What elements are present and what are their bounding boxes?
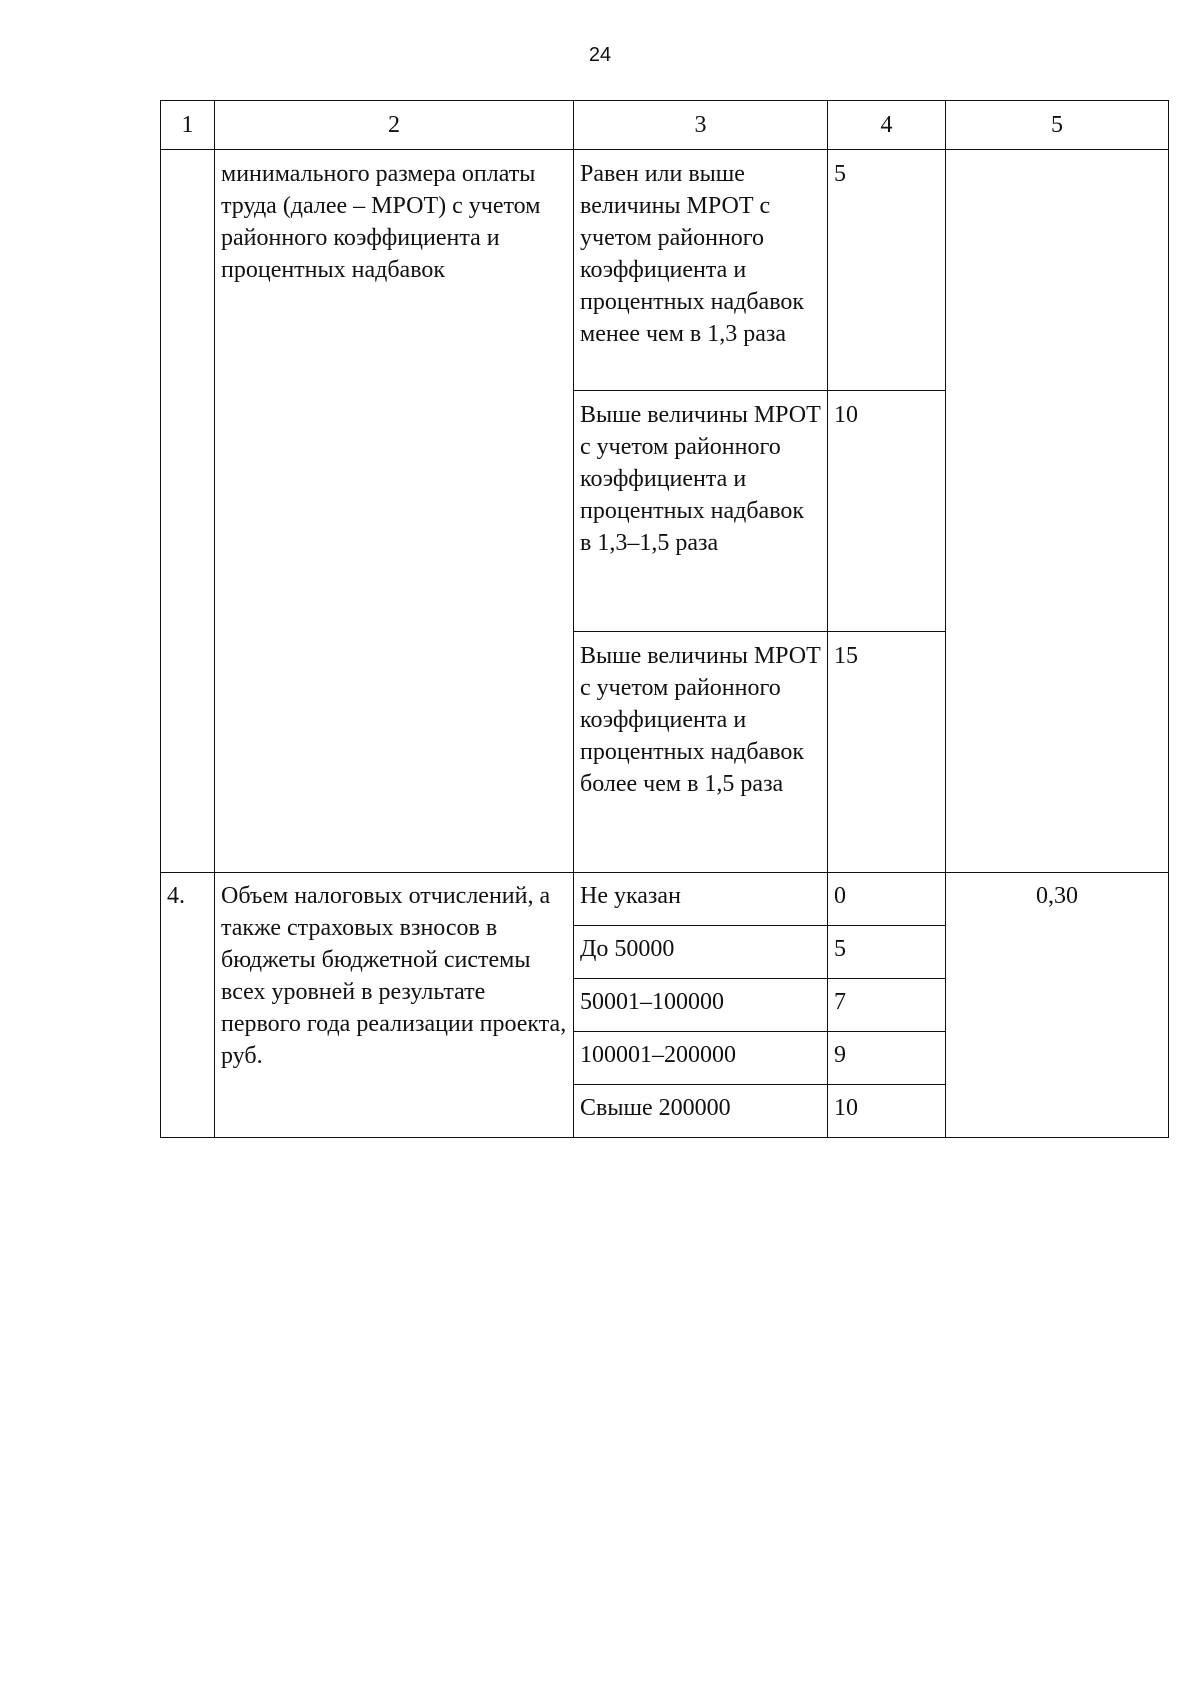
condition-text: Свыше 200000: [574, 1085, 828, 1138]
header-cell-5: 5: [946, 101, 1169, 150]
condition-text: Не указан: [574, 873, 828, 926]
score-value: 10: [828, 391, 946, 632]
score-value: 5: [828, 150, 946, 391]
condition-text: До 50000: [574, 926, 828, 979]
page-number: 24: [588, 44, 612, 66]
table-row: [161, 873, 1169, 926]
score-value: 5: [828, 926, 946, 979]
row-number: 4.: [161, 873, 215, 1138]
criteria-table: [160, 100, 1169, 1138]
header-cell-1: 1: [161, 101, 215, 150]
score-value: 15: [828, 632, 946, 873]
header-cell-3: 3: [574, 101, 828, 150]
condition-text: 50001–100000: [574, 979, 828, 1032]
score-value: 9: [828, 1032, 946, 1085]
row-number: [161, 150, 215, 873]
condition-text: 100001–200000: [574, 1032, 828, 1085]
condition-text: Выше величины МРОТ с учетом районного коэффициента и процентных надбавок в 1,3–1,5 раза: [574, 391, 828, 632]
score-value: 10: [828, 1085, 946, 1138]
score-value: 7: [828, 979, 946, 1032]
condition-text: Равен или выше величины МРОТ с учетом районного коэффициента и процентных надбавок менее чем в 1,3 раза: [574, 150, 828, 391]
condition-text: Выше величины МРОТ с учетом районного коэффициента и процентных надбавок более чем в 1,5 раза: [574, 632, 828, 873]
criterion-text: Объем налоговых отчислений, а также страховых взносов в бюджеты бюджетной системы всех уровней в результате первого года реализации проекта, руб.: [215, 873, 574, 1138]
weight-value: [946, 150, 1169, 873]
score-value: 0: [828, 873, 946, 926]
table-row: [161, 150, 1169, 391]
header-cell-4: 4: [828, 101, 946, 150]
header-cell-2: 2: [215, 101, 574, 150]
table-header-row: [161, 101, 1169, 150]
weight-value: 0,30: [946, 873, 1169, 1138]
criterion-text: минимального размера оплаты труда (далее – МРОТ) с учетом районного коэффициента и процентных надбавок: [215, 150, 574, 873]
